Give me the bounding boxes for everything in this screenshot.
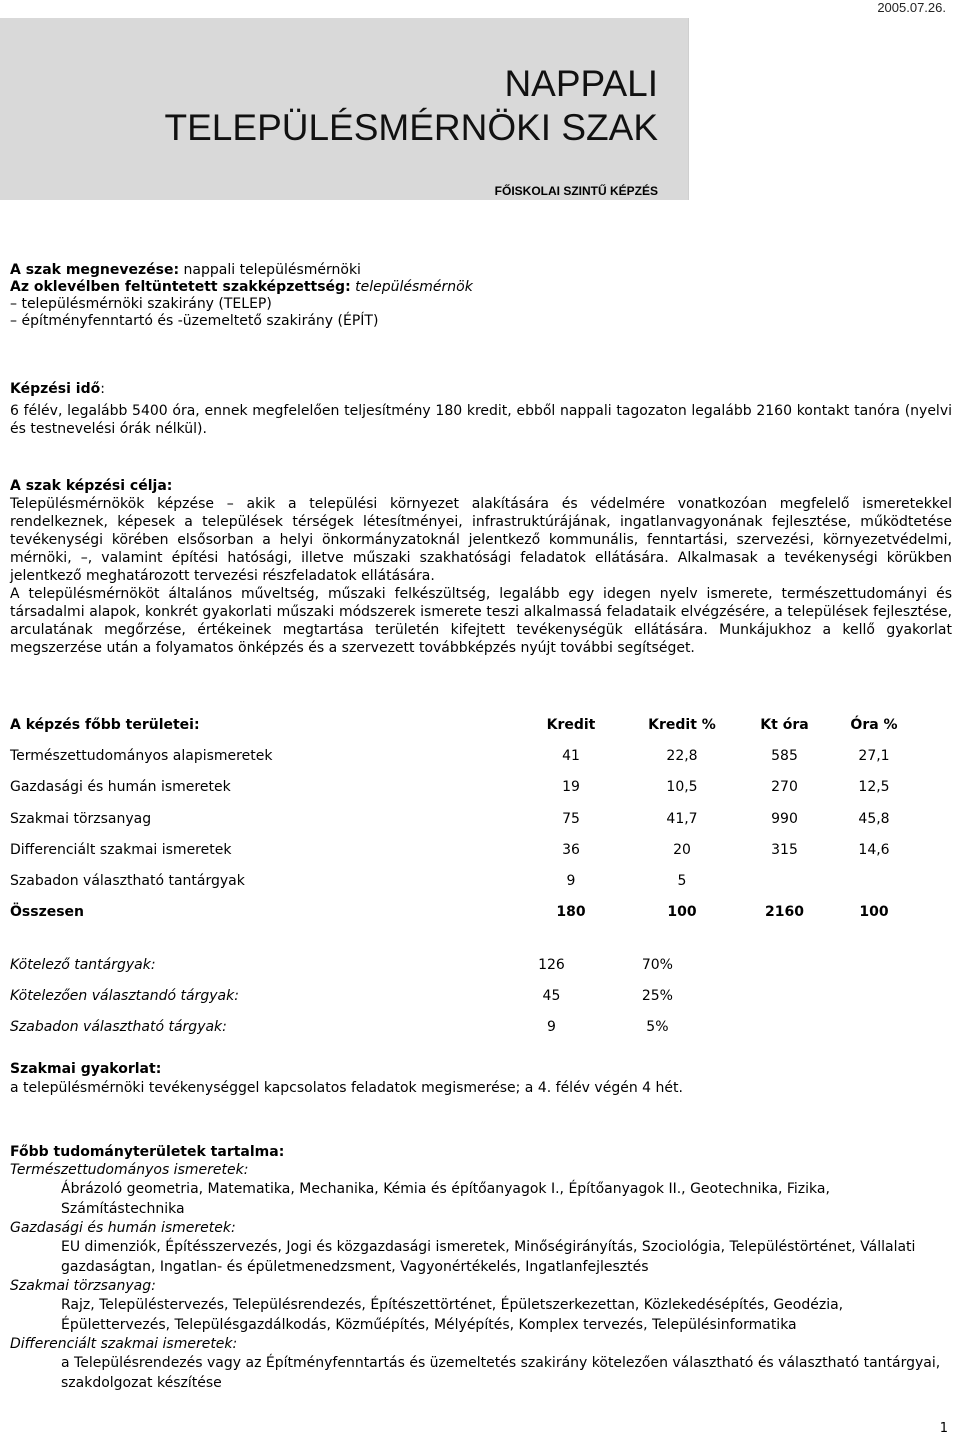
aim-label: A szak képzési célja: [10, 478, 173, 494]
field-title: Differenciált szakmai ismeretek: [10, 1336, 238, 1352]
field-content: EU dimenziók, Építésszervezés, Jogi és közgazdasági ismeretek, Minőségirányítás, Szociológia, Településtörténet, Vállalati gazdaságtan, Ingatlan- és épületmenedzsment, Vagyonértékelés, Ingatlanfejlesztés [61, 1239, 916, 1275]
table-cell: 2160 [765, 904, 804, 921]
table-row [10, 834, 916, 865]
table-cell: 990 [771, 810, 798, 827]
duration-text: 6 félév, legalább 5400 óra, ennek megfelelően teljesítmény 180 kredit, ebből nappali tagozaton legalább 2160 kontakt tanóra (nyelvi és testnevelési órák nélkül). [10, 403, 952, 437]
table-header: Kt óra [760, 716, 809, 733]
table-cell: 25% [641, 987, 673, 1004]
table-cell: 19 [562, 779, 580, 796]
practice-text: a településmérnöki tevékenységgel kapcsolatos feladatok megismerése; a 4. félév végén 4 hét. [10, 1080, 683, 1096]
table-cell: 10,5 [666, 779, 698, 796]
table-cell: 45 [542, 987, 561, 1004]
table-cell: 36 [562, 841, 580, 858]
table-cell: 5 [677, 873, 687, 890]
table-cell: 70% [641, 956, 673, 973]
table-cell: 5% [646, 1018, 669, 1035]
title-line-1: NAPPALI [504, 63, 658, 104]
qualification-value: településmérnök [350, 279, 473, 295]
name-label: A szak megnevezése: [10, 262, 180, 278]
table-cell: 585 [771, 747, 798, 764]
specialization-telep: – településmérnöki szakirány (TELEP) [10, 296, 272, 312]
table-row [10, 740, 916, 771]
table-cell: 180 [556, 904, 586, 921]
table-cell: Kötelezően választandó tárgyak: [10, 987, 239, 1004]
fields-section [10, 1144, 952, 1393]
table-header-row [10, 709, 916, 740]
table-cell: 22,8 [666, 747, 698, 764]
table-header: A képzés főbb területei: [10, 716, 200, 733]
table-row [10, 980, 710, 1011]
table-row [10, 865, 916, 896]
subject-type-table [10, 949, 710, 1042]
table-cell: 45,8 [858, 810, 890, 827]
table-cell: 41,7 [666, 810, 698, 827]
table-cell: 126 [538, 956, 565, 973]
field-content: Ábrázoló geometria, Matematika, Mechanika, Kémia és építőanyagok I., Építőanyagok II., Geotechnika, Fizika, Számítástechnika [61, 1181, 830, 1217]
table-row [10, 1011, 710, 1042]
field-content: a Településrendezés vagy az Építményfenntartás és üzemeltetés szakirány kötelezően választható és választható tantárgyai, szakdolgozat készítése [61, 1355, 941, 1391]
table-cell: 100 [859, 904, 889, 921]
table-header: Kredit % [648, 716, 716, 733]
table-row [10, 772, 916, 803]
info-section [10, 262, 952, 657]
field-title: Természettudományos ismeretek: [10, 1162, 249, 1178]
table-cell: Gazdasági és humán ismeretek [10, 779, 231, 796]
page-subtitle: FŐISKOLAI SZINTŰ KÉPZÉS [494, 184, 658, 198]
field-content: Rajz, Településtervezés, Településrendezés, Építészettörténet, Épületszerkezettan, Közlekedésépítés, Geodézia, Épülettervezés, Településgazdálkodás, Közműépítés, Mélyépítés, Komplex tervezés, Településinformatika [61, 1297, 844, 1333]
table-row [10, 803, 916, 834]
table-cell: Összesen [10, 904, 85, 921]
table-cell: Differenciált szakmai ismeretek [10, 841, 232, 858]
table-cell: 9 [546, 1018, 556, 1035]
aim-paragraph-2: A településmérnököt általános műveltség, műszaki felkészültség, legalább egy idegen nyelv ismerete, természettudományi és társadalmi alapok, konkrét gyakorlati műszaki módszerek ismerete teszi alkalmassá feladataik elvégzésére, a települések fejlesztése, arculatának megőrzése, értékeinek megtartása területén kifejtett tevékenységük ellátására. Munkájukhoz a kellő gyakorlat megszerzése után a folyamatos önképzés és a szervezett továbbképzés nyújt további segítséget. [10, 586, 952, 656]
table-cell: 27,1 [858, 747, 890, 764]
table-cell: 9 [566, 873, 576, 890]
page-title [165, 62, 658, 150]
table-cell: 100 [667, 904, 697, 921]
table-cell: Szabadon választható tantárgyak [10, 873, 245, 890]
document-date: 2005.07.26. [877, 0, 946, 15]
field-title: Szakmai törzsanyag: [10, 1278, 156, 1294]
header-banner [0, 18, 689, 200]
table-cell: 14,6 [858, 841, 890, 858]
duration-label: Képzési idő [10, 381, 101, 397]
practice-label: Szakmai gyakorlat: [10, 1061, 162, 1077]
table-cell: 75 [562, 810, 580, 827]
name-value: nappali településmérnöki [179, 262, 361, 278]
table-cell: Természettudományos alapismeretek [10, 747, 273, 764]
field-title: Gazdasági és humán ismeretek: [10, 1220, 236, 1236]
aim-paragraph-1: Településmérnökök képzése – akik a települési környezet alakítására és védelmére vonatkozóan megfelelő ismeretekkel rendelkeznek, képesek a települések térségek létesítményei, infrastruktúrájának, ingatlanvagyonának fejlesztése, működtetése tevékenységi körében elsősorban a helyi önkormányzatoknál jelentkező kommunális, fenntartási, szervezési, környezetvédelmi, mérnöki, –, valamint építési hatósági, illetve műszaki szakhatósági feladatok ellátására. Alkalmasak a tevékenységi körükben jelentkező meghatározott tervezési részfeladatok ellátására. [10, 496, 952, 584]
page-number: 1 [939, 1421, 948, 1436]
table-total-row [10, 897, 916, 928]
table-cell: 315 [771, 841, 798, 858]
table-cell: 12,5 [858, 779, 890, 796]
practice-section [10, 1061, 952, 1097]
table-header: Kredit [546, 716, 596, 733]
fields-label: Főbb tudományterületek tartalma: [10, 1144, 285, 1160]
specialization-epit: – építményfenntartó és -üzemeltető szakirány (ÉPÍT) [10, 313, 379, 329]
table-row [10, 949, 710, 980]
table-header: Óra % [850, 716, 898, 733]
table-cell: Szakmai törzsanyag [10, 810, 152, 827]
title-line-2: TELEPÜLÉSMÉRNÖKI SZAK [164, 107, 658, 148]
qualification-label: Az oklevélben feltüntetett szakképzettség: [10, 279, 351, 295]
table-cell: Kötelező tantárgyak: [10, 956, 156, 973]
table-cell: 270 [771, 779, 798, 796]
credit-table [10, 709, 916, 928]
table-cell: Szabadon választható tárgyak: [10, 1018, 227, 1035]
duration-label-colon: : [100, 381, 105, 397]
table-cell [737, 865, 832, 896]
table-cell: 20 [673, 841, 691, 858]
table-cell: 41 [562, 747, 580, 764]
table-cell [832, 865, 916, 896]
